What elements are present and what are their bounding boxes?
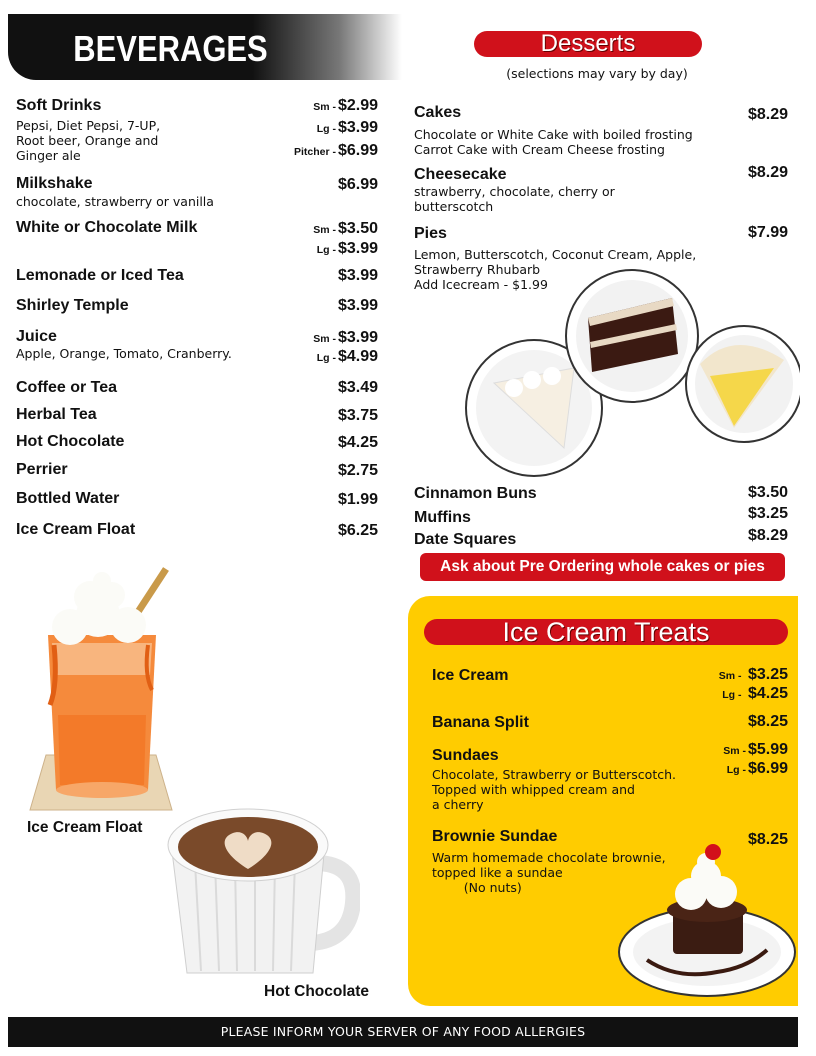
menu-item-price: Lg - $3.99 [316, 119, 378, 136]
menu-item-name: Ice Cream [432, 667, 509, 684]
menu-item-name: Juice [16, 328, 57, 345]
menu-item-price: $3.50 [747, 484, 788, 501]
menu-item-name: Coffee or Tea [16, 379, 118, 396]
menu-item-name: Sundaes [432, 747, 499, 764]
allergy-footer: PLEASE INFORM YOUR SERVER OF ANY FOOD ALLERGIES [8, 1017, 798, 1047]
menu-item-price: $3.75 [337, 407, 378, 424]
menu-item-name: Brownie Sundae [432, 828, 558, 845]
menu-item-name: Muffins [414, 509, 471, 526]
menu-item-price: $8.25 [747, 831, 788, 848]
menu-item-price: Sm - $3.99 [313, 329, 378, 346]
menu-item-name: Cheesecake [414, 166, 507, 183]
menu-item-name: Date Squares [414, 531, 517, 548]
menu-item-name: Banana Split [432, 714, 529, 731]
menu-item-price: $2.75 [337, 462, 378, 479]
menu-item-price: $8.29 [747, 527, 788, 544]
desserts-title: Desserts [474, 31, 702, 57]
menu-item-price: $8.29 [747, 106, 788, 123]
ice-cream-float-caption: Ice Cream Float [27, 819, 143, 836]
menu-item-desc: strawberry, chocolate, cherry or butterscotch [414, 184, 615, 214]
menu-item-name: Cakes [414, 104, 462, 121]
menu-item-desc: Chocolate, Strawberry or Butterscotch. Topped with whipped cream and a cherry [432, 767, 676, 812]
menu-item-name: Herbal Tea [16, 406, 97, 423]
menu-item-name: Hot Chocolate [16, 433, 125, 450]
menu-item-price: Sm - $3.25 [718, 666, 788, 683]
menu-item-price: $8.29 [747, 164, 788, 181]
menu-item-price: $6.25 [337, 522, 378, 539]
brownie-sundae-image [617, 840, 797, 1000]
menu-item-price: $3.49 [337, 379, 378, 396]
desserts-note: (selections may vary by day) [506, 66, 688, 81]
preorder-banner: Ask about Pre Ordering whole cakes or pies [420, 553, 785, 581]
menu-item-price: $3.99 [337, 267, 378, 284]
menu-item-desc: Pepsi, Diet Pepsi, 7-UP, Root beer, Orange and Ginger ale [16, 118, 161, 163]
menu-item-desc: Lemon, Butterscotch, Coconut Cream, Apple, Strawberry Rhubarb Add Icecream - $1.99 [414, 247, 697, 292]
desserts-plates-image [464, 268, 800, 480]
menu-item-desc: Apple, Orange, Tomato, Cranberry. [16, 346, 232, 361]
menu-item-price: $7.99 [747, 224, 788, 241]
menu-item-price: Lg - $4.25 [722, 685, 788, 702]
menu-item-name: Shirley Temple [16, 297, 129, 314]
menu-item-desc: Chocolate or White Cake with boiled frosting Carrot Cake with Cream Cheese frosting [414, 127, 693, 157]
menu-item-desc: chocolate, strawberry or vanilla [16, 194, 214, 209]
menu-item-price: Sm - $3.50 [313, 220, 378, 237]
menu-item-price: $6.99 [337, 176, 378, 193]
menu-item-name: Milkshake [16, 175, 93, 192]
menu-item-name: Ice Cream Float [16, 521, 136, 538]
menu-item-price: Lg - $3.99 [316, 240, 378, 257]
menu-item-name: Soft Drinks [16, 97, 102, 114]
menu-item-price: Sm - $2.99 [313, 97, 378, 114]
menu-item-price: Sm - $5.99 [723, 741, 788, 758]
menu-item-name: Cinnamon Buns [414, 485, 537, 502]
menu-item-price: Lg - $4.99 [316, 348, 378, 365]
menu-item-desc: Warm homemade chocolate brownie, topped like a sundae (No nuts) [432, 850, 666, 895]
beverages-title: BEVERAGES [73, 28, 268, 69]
menu-item-name: White or Chocolate Milk [16, 219, 198, 236]
ice-cream-title: Ice Cream Treats [424, 619, 788, 645]
hot-chocolate-caption: Hot Chocolate [264, 983, 370, 1000]
menu-item-price: Lg - $6.99 [726, 760, 788, 777]
ice-cream-float-image [28, 565, 178, 815]
menu-item-price: Pitcher - $6.99 [293, 142, 378, 159]
menu-item-name: Bottled Water [16, 490, 120, 507]
menu-item-price: $4.25 [337, 434, 378, 451]
menu-item-price: $8.25 [747, 713, 788, 730]
menu-item-price: $3.25 [747, 505, 788, 522]
hot-chocolate-image [165, 803, 360, 983]
menu-item-name: Perrier [16, 461, 68, 478]
menu-item-price: $1.99 [337, 491, 378, 508]
menu-item-name: Lemonade or Iced Tea [16, 267, 184, 284]
menu-item-price: $3.99 [337, 297, 378, 314]
menu-item-name: Pies [414, 225, 447, 242]
